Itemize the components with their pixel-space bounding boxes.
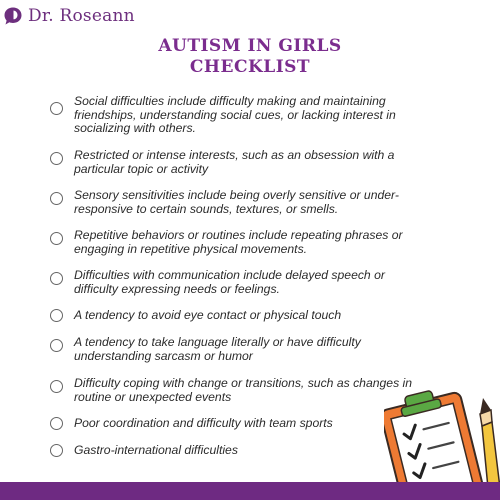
checkbox-circle[interactable] [50, 309, 63, 322]
checklist-item-text: A tendency to avoid eye contact or physical touch [74, 308, 342, 322]
brand-name: Dr. Roseann [28, 6, 135, 26]
checklist-item-text: Difficulties with communication include delayed speech or difficulty expressing needs or feelings. [74, 268, 385, 296]
title-line-1: AUTISM IN GIRLS [158, 36, 342, 56]
checklist-item-text: Difficulty coping with change or transitions, such as changes in routine or unexpected events [74, 376, 413, 404]
checklist-item-text: Gastro-international difficulties [74, 443, 238, 457]
clipboard-checklist-icon [384, 376, 500, 488]
checklist-item-text: Restricted or intense interests, such as an obsession with a particular topic or activity [74, 148, 395, 176]
checkbox-circle[interactable] [50, 232, 63, 245]
checkbox-circle[interactable] [50, 102, 63, 115]
checkbox-circle[interactable] [50, 380, 63, 393]
checkbox-circle[interactable] [50, 192, 63, 205]
checkbox-circle[interactable] [50, 339, 63, 352]
checkbox-circle[interactable] [50, 444, 63, 457]
checklist-item-text: Sensory sensitivities include being overly sensitive or under-responsive to certain sounds, textures, or smells. [74, 188, 399, 216]
checkbox-circle[interactable] [50, 417, 63, 430]
checklist-item-text: Social difficulties include difficulty making and maintaining friendships, understanding social cues, or lacking interest in socializing with others. [74, 94, 396, 135]
bottom-bar [0, 482, 500, 500]
checklist-item-text: Poor coordination and difficulty with team sports [74, 416, 333, 430]
checklist-item-text: A tendency to take language literally or have difficulty understanding sarcasm or humor [74, 335, 361, 363]
checkbox-circle[interactable] [50, 272, 63, 285]
checklist-item-text: Repetitive behaviors or routines include repeating phrases or engaging in repetitive physical movements. [74, 228, 403, 256]
pencil [480, 398, 500, 488]
clipboard-board [384, 384, 485, 488]
checkbox-circle[interactable] [50, 152, 63, 165]
title-line-2: CHECKLIST [189, 57, 311, 77]
